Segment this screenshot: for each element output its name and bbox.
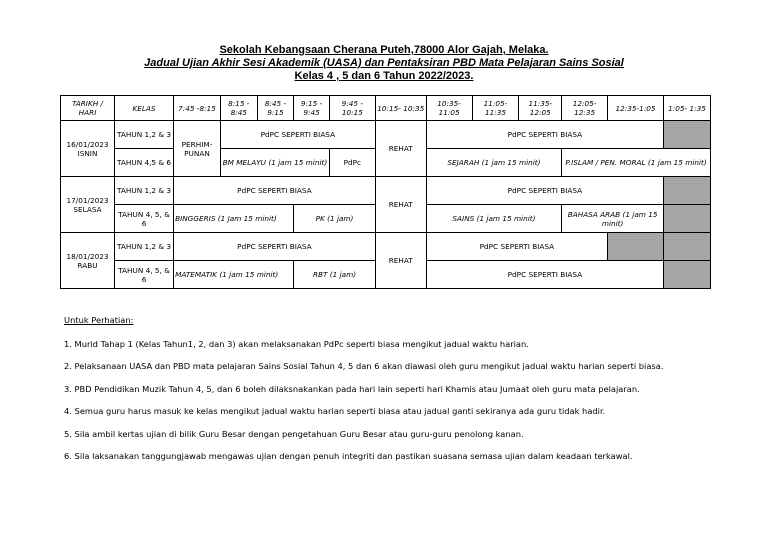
exam-pislam-cell: P.ISLAM / PEN. MORAL (1 jam 15 minit) (562, 149, 711, 177)
school-name: Sekolah Kebangsaan Cherana Puteh,78000 Alor Gajah, Melaka. (219, 44, 549, 56)
header-cell: 10:15- 10:35 (375, 96, 426, 121)
pdpc-cell: PdPC SEPERTI BIASA (174, 233, 376, 261)
exam-sains-cell: SAINS (1 jam 15 minit) (426, 205, 561, 233)
header-cell: 12:35-1:05 (608, 96, 664, 121)
table-row (61, 233, 711, 261)
schedule-title: Jadual Ujian Akhir Sesi Akademik (UASA) dan Pentaksiran PBD Mata Pelajaran Sains Sosial (144, 57, 624, 69)
exam-bm-cell: BM MELAYU (1 jam 15 minit) (220, 149, 329, 177)
header-cell: 12:05- 12:35 (562, 96, 608, 121)
table-header-row (61, 96, 711, 121)
shaded-cell (664, 205, 711, 233)
pdpc-cell: PdPC SEPERTI BIASA (174, 177, 376, 205)
header-cell: 11:35- 12:05 (519, 96, 562, 121)
break-cell: REHAT (375, 233, 426, 289)
exam-sejarah-cell: SEJARAH (1 jam 15 minit) (426, 149, 561, 177)
header-cell: 8:45 - 9:15 (257, 96, 294, 121)
date-cell: 18/01/2023 RABU (61, 233, 115, 289)
notes-title: Untuk Perhatian: (64, 315, 134, 325)
break-cell: REHAT (375, 121, 426, 177)
pdpc-cell: PdPC SEPERTI BIASA (426, 121, 663, 149)
exam-rbt-cell: RBT (1 jam) (294, 261, 376, 289)
shaded-cell (664, 177, 711, 205)
class-cell: TAHUN 1,2 & 3 (114, 177, 173, 205)
shaded-cell (664, 261, 711, 289)
date-cell: 16/01/2023 ISNIN (61, 121, 115, 177)
shaded-cell (664, 233, 711, 261)
date-cell: 17/01/2023 SELASA (61, 177, 115, 233)
header-cell: 9:45 - 10:15 (329, 96, 375, 121)
exam-bi-cell: BINGGERIS (1 Jam 15 minit) (174, 205, 294, 233)
header-cell: 11:05- 11:35 (472, 96, 519, 121)
exam-ba-cell: BAHASA ARAB (1 jam 15 minit) (562, 205, 664, 233)
class-cell: TAHUN 4,5 & 6 (114, 149, 173, 177)
note-item: 3. PBD Pendidikan Muzik Tahun 4, 5, dan 6 boleh dilaksnakankan pada hari lain seperti hari Khamis atau Jumaat oleh guru mata pelajaran. (64, 383, 640, 394)
class-cell: TAHUN 4, 5, & 6 (114, 261, 173, 289)
class-cell: TAHUN 1,2 & 3 (114, 233, 173, 261)
header-cell: 8:15 - 8:45 (220, 96, 257, 121)
note-item: 2. Pelaksanaan UASA dan PBD mata pelajaran Sains Sosial Tahun 4, 5 dan 6 akan diawasi oleh guru mengikut jadual waktu harian seperti biasa. (64, 361, 664, 372)
pdpc-cell: PdPC SEPERTI BIASA (426, 233, 607, 261)
note-item: 1. Murid Tahap 1 (Kelas Tahun1, 2, dan 3) akan melaksanakan PdPc seperti biasa mengikut jadual waktu harian. (64, 339, 529, 349)
header-cell: 10:35- 11:05 (426, 96, 472, 121)
note-item: 5. Sila ambil kertas ujian di bilik Guru Besar dengan pengetahuan Guru Besar atau guru-guru penolong kanan. (64, 428, 524, 439)
pdpc-cell: PdPC SEPERTI BIASA (426, 261, 663, 289)
table-row (61, 177, 711, 205)
exam-schedule-table (60, 95, 711, 289)
notes-section (64, 315, 663, 473)
assembly-cell: PERHIM- PUNAN (174, 121, 221, 177)
document-header (0, 44, 768, 83)
note-item: 6. Sila laksanakan tanggungjawab mengawas ujian dengan penuh integriti dan pastikan suasana semasa ujian dalam keadaan terkawal. (64, 450, 633, 461)
class-cell: TAHUN 4, 5, & 6 (114, 205, 173, 233)
shaded-cell (664, 121, 711, 149)
header-cell: KELAS (114, 96, 173, 121)
pdpc-cell: PdPC SEPERTI BIASA (426, 177, 663, 205)
class-cell: TAHUN 1,2 & 3 (114, 121, 173, 149)
pdpc-short-cell: PdPc (329, 149, 375, 177)
shaded-cell (608, 233, 664, 261)
pdpc-cell: PdPC SEPERTI BIASA (220, 121, 375, 149)
exam-mt-cell: MATEMATIK (1 jam 15 minit) (174, 261, 294, 289)
break-cell: REHAT (375, 177, 426, 233)
table-row (61, 121, 711, 149)
exam-pk-cell: PK (1 jam) (294, 205, 376, 233)
class-year-line: Kelas 4 , 5 dan 6 Tahun 2022/2023. (294, 70, 474, 82)
header-cell: 9:15 - 9:45 (294, 96, 330, 121)
header-cell: 7:45 -8:15 (174, 96, 221, 121)
header-cell: 1:05- 1:35 (664, 96, 711, 121)
header-cell: TARIKH / HARI (61, 96, 115, 121)
note-item: 4. Semua guru harus masuk ke kelas mengikut jadual waktu harian seperti biasa atau jadual ganti sekiranya ada guru tidak hadir. (64, 406, 606, 417)
